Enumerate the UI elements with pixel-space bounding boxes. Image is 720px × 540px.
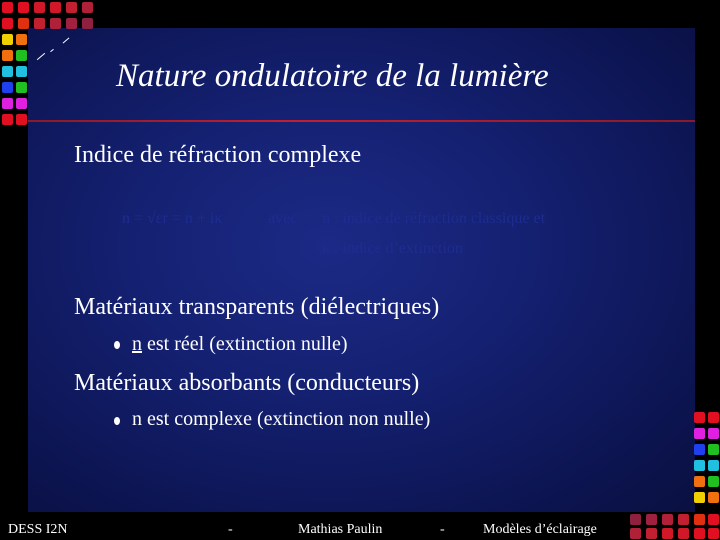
decor-square [694, 476, 705, 487]
footer-course: DESS I2N [8, 522, 68, 537]
decor-square [708, 476, 719, 487]
decor-square [34, 18, 45, 29]
decor-square [66, 2, 77, 13]
decor-square [16, 34, 27, 45]
decor-square [708, 412, 719, 423]
decor-square [694, 444, 705, 455]
section-heading-complex-index: Indice de réfraction complexe [74, 142, 362, 168]
decor-square [678, 528, 689, 539]
bullet-n-underlined: n [132, 333, 142, 355]
decor-square [66, 18, 77, 29]
footer-topic: Modèles d’éclairage [483, 522, 597, 537]
footer-separator: - [228, 522, 233, 537]
decor-square [662, 514, 673, 525]
decor-square [646, 528, 657, 539]
decor-square [630, 528, 641, 539]
decor-square [2, 114, 13, 125]
decor-square [18, 2, 29, 13]
decor-square [2, 34, 13, 45]
bullet-transparent [132, 333, 347, 356]
decor-square [694, 412, 705, 423]
bullet-dot [114, 417, 120, 425]
footer-author: Mathias Paulin [298, 522, 383, 537]
decor-square [50, 18, 61, 29]
decor-square [708, 528, 719, 539]
decor-square [678, 514, 689, 525]
decor-square [16, 50, 27, 61]
decor-square [708, 514, 719, 525]
decor-square [694, 514, 705, 525]
decor-square [694, 428, 705, 439]
decor-square [2, 98, 13, 109]
decor-square [694, 460, 705, 471]
decor-square [2, 18, 13, 29]
decor-square [34, 2, 45, 13]
decor-square [708, 492, 719, 503]
decor-square [16, 114, 27, 125]
formula-definition-n: n : indice de réfraction classique et [322, 210, 546, 227]
decor-square [630, 514, 641, 525]
bullet-absorbing: n est complexe (extinction non nulle) [132, 408, 431, 430]
bullet-transparent-rest: est réel (extinction nulle) [147, 333, 348, 355]
decor-square [2, 66, 13, 77]
formula-equation: n = √εr = n + iκ [122, 210, 223, 227]
section-heading-absorbing: Matériaux absorbants (conducteurs) [74, 370, 420, 396]
decor-square [694, 492, 705, 503]
formula-avec: avec [268, 210, 298, 227]
decor-square [82, 2, 93, 13]
formula-definition-kappa: κ : indice d’extinction [322, 240, 463, 257]
title-divider [28, 120, 695, 122]
decor-square [50, 2, 61, 13]
decor-square [694, 528, 705, 539]
decor-square [708, 428, 719, 439]
decor-square [646, 514, 657, 525]
slide-title: Nature ondulatoire de la lumière [116, 58, 549, 94]
decor-square [708, 444, 719, 455]
decor-square [16, 66, 27, 77]
decor-square [16, 82, 27, 93]
decor-square [16, 98, 27, 109]
section-heading-transparent: Matériaux transparents (diélectriques) [74, 294, 440, 320]
decor-square [662, 528, 673, 539]
decor-square [18, 18, 29, 29]
slide-panel [28, 28, 695, 512]
decor-square [2, 2, 13, 13]
footer-separator: - [440, 522, 445, 537]
bullet-dot [114, 341, 120, 349]
decor-square [2, 50, 13, 61]
decor-square [708, 460, 719, 471]
decor-square [2, 82, 13, 93]
decor-square [82, 18, 93, 29]
